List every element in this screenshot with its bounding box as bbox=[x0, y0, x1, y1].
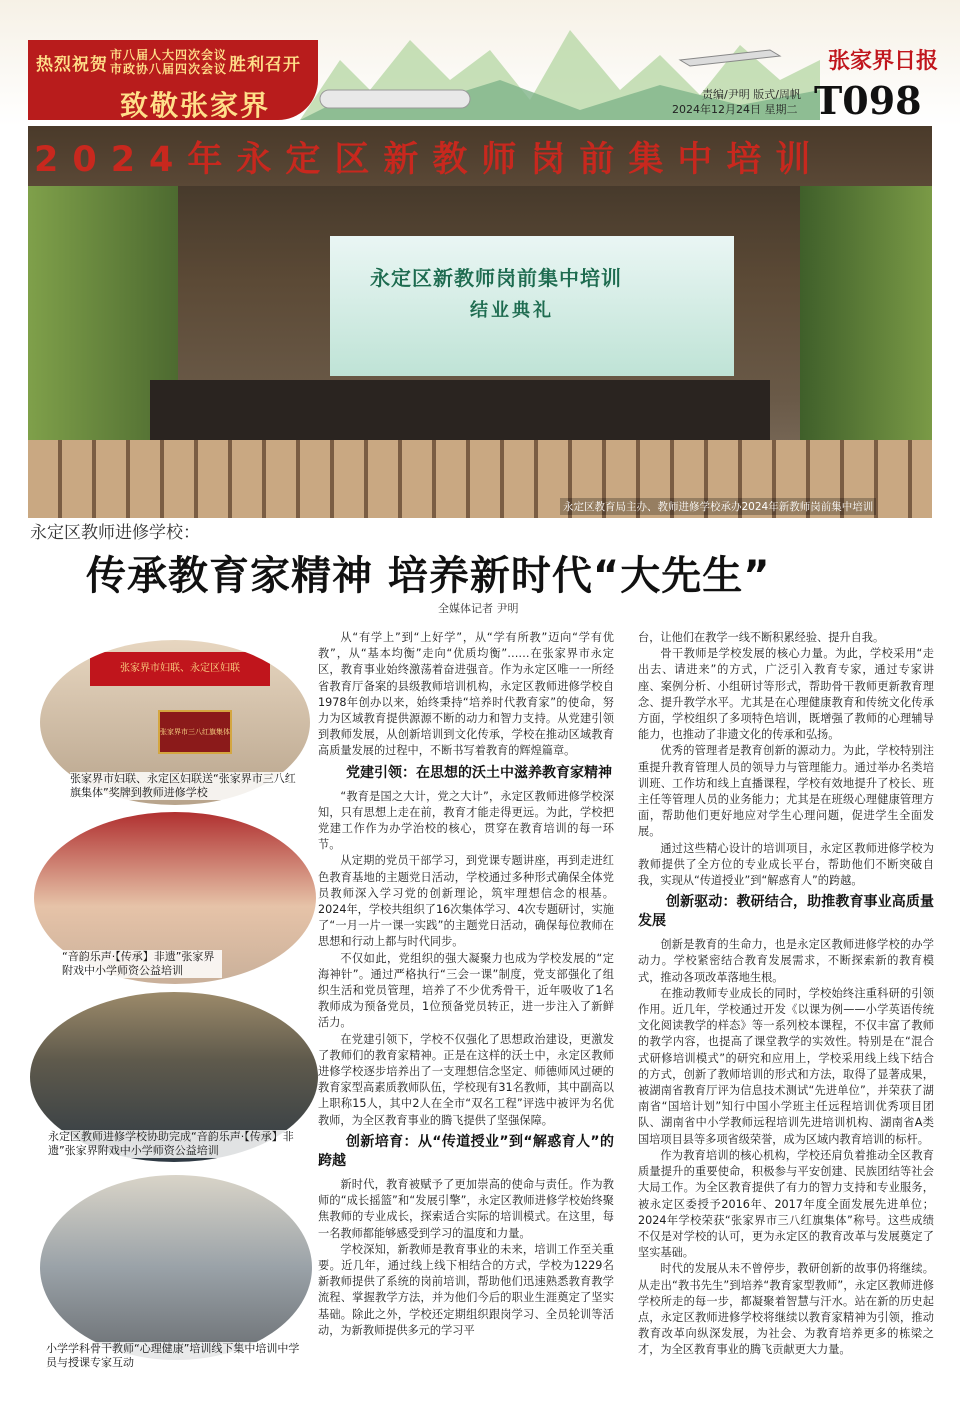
stage bbox=[150, 380, 770, 440]
section-heading: 创新驱动：教研结合，助推教育事业高质量发展 bbox=[638, 894, 934, 930]
paragraph: 创新是教育的生命力，也是永定区教师进修学校的办学动力。学校紧密结合教育发展需求，不断探索新的教育模式，推动各项改革落地生根。 bbox=[638, 938, 934, 984]
paragraph: 从“有学上”到“上好学”，从“学有所教”迈向“学有优教”，从“基本均衡”走向“优质均衡”……在张家界市永定区，教育事业始终激荡着奋进强音。作为永定区唯一一所经省教育厅备案的县级教师培训机构，永定区教师进修学校自1978年创办以来，始终秉持“培养时代教育家”的使命，努力为区域教育提供源源不断的动力和智力支持。从党建引领到教师发展，从创新培训到文化传承，学校在推动区域教育高质量发展的过程中，不断书写着教育的辉煌篇章。 bbox=[318, 631, 614, 758]
issue-date: 2024年12月24日 星期二 bbox=[672, 103, 798, 116]
paragraph: 骨干教师是学校发展的核心力量。为此，学校采用“走出去、请进来”的方式，广泛引入教育专家，通过专家讲座、案例分析、小组研讨等形式，帮助骨干教师更新教育理念、提升教学水平。尤其是在心理健康教育和传统文化传承方面，学校组织了多项特色培训，既增强了教师的心理辅导能力，也推动了非遗文化的传承和弘扬。 bbox=[638, 647, 934, 742]
paragraph: 在党建引领下，学校不仅强化了思想政治建设，更激发了教师们的教育家精神。正是在这样的沃土中，永定区教师进修学校逐步培养出了一支理想信念坚定、师德师风过硬的教育家型高素质教师队伍，学校现有31名教师，其中副高以上职称15人，其中2人在全市“双名工程”评选中被评为名优教师，为全区教育事业的腾飞提供了坚强保障。 bbox=[318, 1032, 614, 1127]
article-column-1 bbox=[318, 630, 614, 1339]
banner-headline bbox=[36, 48, 301, 76]
paragraph: 在推动教师专业成长的同时，学校始终注重科研的引领作用。近几年，学校通过开发《以课为例——小学英语传统文化阅读教学的样态》等一系列校本课程，不仅丰富了教师的教学内容，也提高了课堂教学的实效性。特别是在“混合式研修培训模式”的研究和应用上，学校采用线上线下结合的方式，创新了教师培训的形式和方法，取得了显著成果，被湖南省教育厅评为信息技术测试“先进单位”，并荣获了湖南省“国培计划”知行中国小学班主任远程培训优秀项目团队、湖南省中小学教师远程培训先进培训机构、湖南省A类国培项目县等多项省级荣誉，成为区域内教育培训的标杆。 bbox=[638, 986, 934, 1146]
section-heading: 创新培育：从“传道授业”到“解惑育人”的跨越 bbox=[318, 1133, 614, 1169]
page-code: T098 bbox=[814, 78, 922, 123]
article-column-2 bbox=[638, 630, 934, 1359]
hero-title: 2024年永定区新教师岗前集中培训 bbox=[34, 140, 825, 180]
banner-line-a: 市八届人大四次会议 bbox=[110, 48, 228, 62]
photo-interaction bbox=[40, 1175, 312, 1360]
paragraph: 通过这些精心设计的培训项目，永定区教师进修学校为教师提供了全方位的专业成长平台，帮助他们不断突破自我，实现从“传道授业”到“解惑育人”的跨越。 bbox=[638, 841, 934, 888]
screen-subtitle: 结业典礼 bbox=[470, 300, 554, 321]
banner-prefix: 热烈祝贺 bbox=[36, 54, 108, 75]
award-plaque: 张家界市三八红旗集体 bbox=[158, 710, 232, 754]
photo-caption: 小学学科骨干教师“心理健康”培训线下集中培训中学员与授课专家互动 bbox=[46, 1342, 306, 1370]
photo-caption: 永定区教师进修学校协助完成“音韵乐声·【传承】非遗”张家界附戏中小学师资公益培训 bbox=[48, 1130, 300, 1158]
photo-caption: “音韵乐声·【传承】非遗”张家界附戏中小学师资公益培训 bbox=[62, 950, 222, 978]
banner-line-b: 市政协八届四次会议 bbox=[110, 62, 228, 76]
paragraph: 作为教育培训的核心机构，学校还肩负着推动全区教育质量提升的重要使命，积极参与平安创建、民族团结等社会大局工作。为全区教育提供了有力的智力支持和专业服务，被永定区委授予2016年、2017年度全面发展先进单位；2024年学校荣获“张家界市三八红旗集体”称号。这些成绩不仅是对学校的认可，更为永定区的教育改革与发展奠定了坚实基础。 bbox=[638, 1148, 934, 1260]
photo-caption: 张家界市妇联、永定区妇联送“张家界市三八红旗集体”奖牌到教师进修学校 bbox=[70, 772, 300, 800]
slogan: 致敬张家界 bbox=[120, 89, 271, 122]
editor-credit: 责编/尹明 版式/周帆 bbox=[702, 88, 801, 101]
paragraph: 台，让他们在教学一线不断积累经验、提升自我。 bbox=[638, 631, 885, 644]
headline: 传承教育家精神 培养新时代“大先生” bbox=[86, 553, 771, 599]
banner-suffix: 胜利召开 bbox=[229, 54, 302, 75]
headline-kicker: 永定区教师进修学校： bbox=[30, 523, 200, 543]
paragraph: 时代的发展从未不曾停步，教研创新的故事仍将继续。从走出“教书先生”到培养“教育家型教师”，永定区教师进修学校所走的每一步，都凝聚着智慧与汗水。站在新的历史起点，永定区教师进修学校将继续以教育家精神为引领，推动教育改革向纵深发展，为社会、为教育培养更多的栋梁之才，为全区教育事业的腾飞贡献更大力量。 bbox=[638, 1262, 934, 1357]
paragraph: 学校深知，新教师是教育事业的未来，培训工作至关重要。近几年，通过线上线下相结合的方式，学校为1229名新教师提供了系统的岗前培训，帮助他们迅速熟悉教育教学流程、掌握教学方法，并为他们今后的职业生涯奠定了坚实基础。除此之外，学校还定期组织跟岗学习、全员轮训等活动，为新教师提供多元的学习平 bbox=[318, 1242, 614, 1337]
seat-row bbox=[28, 440, 932, 480]
newspaper-logo: 张家界日报 bbox=[828, 48, 939, 74]
section-heading: 党建引领：在思想的沃土中滋养教育家精神 bbox=[346, 764, 612, 781]
photo-banner: 张家界市妇联、永定区妇联 bbox=[90, 652, 270, 686]
byline: 全媒体记者 尹明 bbox=[438, 602, 519, 615]
paragraph: “教育是国之大计，党之大计”，永定区教师进修学校深知，只有思想上走在前，教育才能走得更远。为此，学校把党建工作作为办学治校的核心，贯穿在教育培训的每一环节。 bbox=[318, 789, 614, 852]
paragraph: 从定期的党员干部学习，到党课专题讲座，再到走进红色教育基地的主题党日活动，学校通过多种形式确保全体党员教师深入学习党的创新理论，筑牢理想信念的根基。2024年，学校共组织了16次集体学习、4次专题研讨，实施了“一月一片一课一实践”的主题党日活动，确保每位教师在思想和行动上都与时代同步。 bbox=[318, 854, 614, 949]
paragraph: 优秀的管理者是教育创新的源动力。为此，学校特别注重提升教育管理人员的领导力与管理能力。通过举办名类培训班、工作坊和线上直播课程，学校有效地提升了校长、班主任等管理人员的业务能力；尤其是在班级心理健康管理方面，帮助他们更好地应对学生心理问题，促进学生全面发展。 bbox=[638, 744, 934, 839]
paragraph: 新时代，教育被赋予了更加崇高的使命与责任。作为教师的“成长摇篮”和“发展引擎”，永定区教师进修学校始终聚焦教师的专业成长，探索适合实际的培训模式。在这里，每一名教师都能够感受到学习的温度和力量。 bbox=[318, 1177, 614, 1240]
hero-caption: 永定区教育局主办、教师进修学校承办2024年新教师岗前集中培训 bbox=[560, 498, 876, 515]
paragraph: 不仅如此，党组织的强大凝聚力也成为学校发展的“定海神针”。通过严格执行“三会一课”制度，党支部强化了组织生活和党员管理，培养了不少优秀骨干，近年吸收了1名教师成为预备党员，1位预备党员转正，进一步注入了新鲜活力。 bbox=[318, 951, 614, 1030]
screen-title: 永定区新教师岗前集中培训 bbox=[370, 266, 622, 290]
